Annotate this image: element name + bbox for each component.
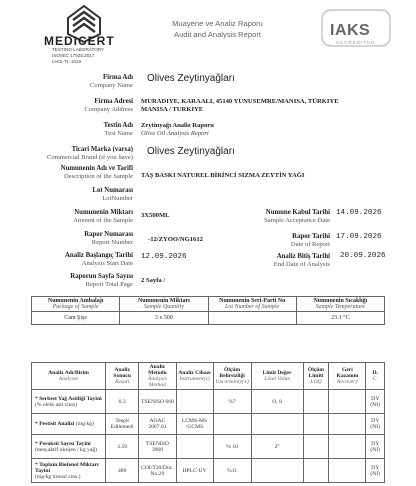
table-cell — [303, 435, 329, 459]
firm-address-value-2: MANISA / TURKIYE — [141, 106, 204, 113]
table-cell: DY (NI) — [366, 435, 385, 459]
table-cell: %7 — [213, 390, 251, 414]
table-cell: * Pestisit Analizi (mg/kg) — [32, 414, 106, 435]
table-header-cell: Numunenin Sıcaklığı Sample Temperature — [296, 297, 384, 312]
lab-line-3: IAKS-TL-1018 — [52, 59, 82, 64]
table-header-cell: Ölçüm Belirsizliği Uncertainty(±) — [213, 363, 251, 390]
end-date-value: 20.09.2026 — [340, 252, 386, 260]
table-header-cell: Numunenin Seri-Parti No Lot Number of Sample — [208, 297, 296, 312]
accreditor-sub: ACCREDITED — [336, 40, 376, 45]
firm-name-label: Firma Adı Company Name — [89, 74, 133, 89]
table-cell — [176, 435, 213, 459]
report-title — [150, 18, 285, 40]
table-cell: TSENISO 660 — [139, 390, 176, 414]
brand-label: Ticari Marka (varsa) Commercial Brand (if you have) — [46, 146, 133, 161]
sample-value: TAŞ BASKI NATUREL BİRİNCİ SIZMA ZEYTİN YAĞI — [141, 172, 305, 179]
report-title-en: Audit and Analysis Report — [174, 30, 261, 39]
amount-label: Numunenin Miktarı Amount of the Sample — [73, 209, 133, 224]
sample-label: Numunenin Adı ve Tarifi Description of the Sample — [60, 165, 133, 180]
table-cell: HPLC-UV — [176, 459, 213, 483]
report-date-label: Rapor Tarihi Date of Report — [290, 233, 330, 248]
table-header-cell: Limit Değer Limit Value — [251, 363, 303, 390]
table-cell — [208, 312, 296, 325]
table-cell: LCMS-MS /GCMS — [176, 414, 213, 435]
table-cell — [329, 390, 366, 414]
results-table — [31, 362, 385, 483]
table-cell: 23.1 °C — [296, 312, 384, 325]
lab-line-1: TESTING LABORATORY — [52, 47, 105, 52]
table-header-cell: Ölçüm Limiti LOQ — [303, 363, 329, 390]
table-cell — [213, 414, 251, 435]
table-cell: 2° — [251, 435, 303, 459]
accept-date-label: Numune Kabul Tarihi Sample Acceptance Date — [264, 209, 330, 224]
table-cell: DY (NI) — [366, 414, 385, 435]
table-cell — [303, 414, 329, 435]
table-cell: 3 x 500 — [120, 312, 208, 325]
table-header-row — [32, 297, 385, 312]
table-cell — [329, 414, 366, 435]
table-header-cell: D. C. — [366, 363, 385, 390]
lot-label: Lot Numarası LotNumber — [92, 187, 133, 202]
sample-info-table — [31, 296, 385, 325]
table-cell: 486 — [106, 459, 139, 483]
lab-line-2: ISO/IEC 17025:2017 — [52, 53, 95, 58]
firm-address-value-1: MURADIYE, KARAALI, 45140 YUNUSEMRE/MANISA, TÜRKIYE — [141, 98, 339, 105]
table-cell: % 10 — [213, 435, 251, 459]
table-cell: O, 8 — [251, 390, 303, 414]
table-row — [32, 435, 385, 459]
start-date-label: Analiz Başlangıç Tarihi Analysis Start Date — [65, 252, 133, 267]
table-header-cell: Analiz Adı/Birim Analyses — [32, 363, 106, 390]
pages-value: 2 Sayfa / — [141, 277, 166, 284]
table-cell: TSENISO 3960 — [139, 435, 176, 459]
table-cell — [251, 414, 303, 435]
table-header-cell: Geri Kazanım Recovery — [329, 363, 366, 390]
table-header-cell: Numunenin Miktarı Sample Quantity — [120, 297, 208, 312]
table-cell — [303, 459, 329, 483]
test-name-label: Testin Adı Test Name — [103, 122, 133, 137]
table-header-cell: Numunenin Ambalajı Package of Sample — [32, 297, 120, 312]
table-cell: * Serbest Yağ Asitliği Tayini (% oleik asit cinsi) — [32, 390, 106, 414]
report-no-label: Rapor Numarası Report Number — [84, 231, 133, 246]
start-date-value: 12.09.2026 — [141, 253, 187, 261]
table-cell: %11 — [213, 459, 251, 483]
table-cell: * Peroksit Sayısı Tayini (meq.aktif oksijen / kg yağ) — [32, 435, 106, 459]
table-row — [32, 459, 385, 483]
table-cell: Tespit Edilemedi — [106, 414, 139, 435]
table-cell — [329, 459, 366, 483]
report-date-value: 17.09.2026 — [336, 233, 382, 241]
table-row — [32, 312, 385, 325]
table-cell — [176, 390, 213, 414]
table-header-cell: Analiz Sonucu Result — [106, 363, 139, 390]
table-cell — [303, 390, 329, 414]
table-cell — [329, 435, 366, 459]
test-name-value-2: Olive Oil Analysis Report — [141, 130, 209, 137]
table-cell: DY (NI) — [366, 459, 385, 483]
table-cell: 3.59 — [106, 435, 139, 459]
table-cell: COI/T20/Doc. No:29 — [139, 459, 176, 483]
table-cell: * Toplam Biofenol Miktarı Tayini (mg/kg tirosol cins.) — [32, 459, 106, 483]
table-row — [32, 414, 385, 435]
amount-value: 3X500ML — [141, 212, 170, 219]
table-cell: 0.3 — [106, 390, 139, 414]
test-name-value-1: Zeytinyağı Analiz Raporu — [141, 122, 214, 129]
firm-address-label: Firma Adresi Company Address — [84, 98, 133, 113]
report-title-tr: Muayene ve Analiz Raporu — [172, 19, 263, 28]
table-cell: AOAC 2007.01 — [139, 414, 176, 435]
pages-label: Raporun Sayfa Sayısı Report Total Page — [70, 273, 133, 288]
brand-value: Olives Zeytinyağları — [147, 146, 235, 157]
firm-name-value: Olives Zeytinyağları — [147, 73, 235, 84]
table-row — [32, 390, 385, 414]
table-cell — [251, 459, 303, 483]
table-header-row — [32, 363, 385, 390]
table-cell: DY (NI) — [366, 390, 385, 414]
table-header-cell: Analiz Metodu Analysis Method — [139, 363, 176, 390]
table-header-cell: Analiz Cihazı Instrument(s) — [176, 363, 213, 390]
end-date-label: Analiz Bitiş Tarihi End Date of Analysis — [273, 253, 330, 268]
accept-date-value: 14.09.2026 — [336, 209, 382, 217]
report-no-value: -12/ZYOO/NG1612 — [148, 236, 203, 243]
table-cell: Cam Şişe — [32, 312, 120, 325]
accreditor-name: IAKS — [330, 22, 371, 39]
lab-name: MEDICERT — [44, 34, 115, 48]
